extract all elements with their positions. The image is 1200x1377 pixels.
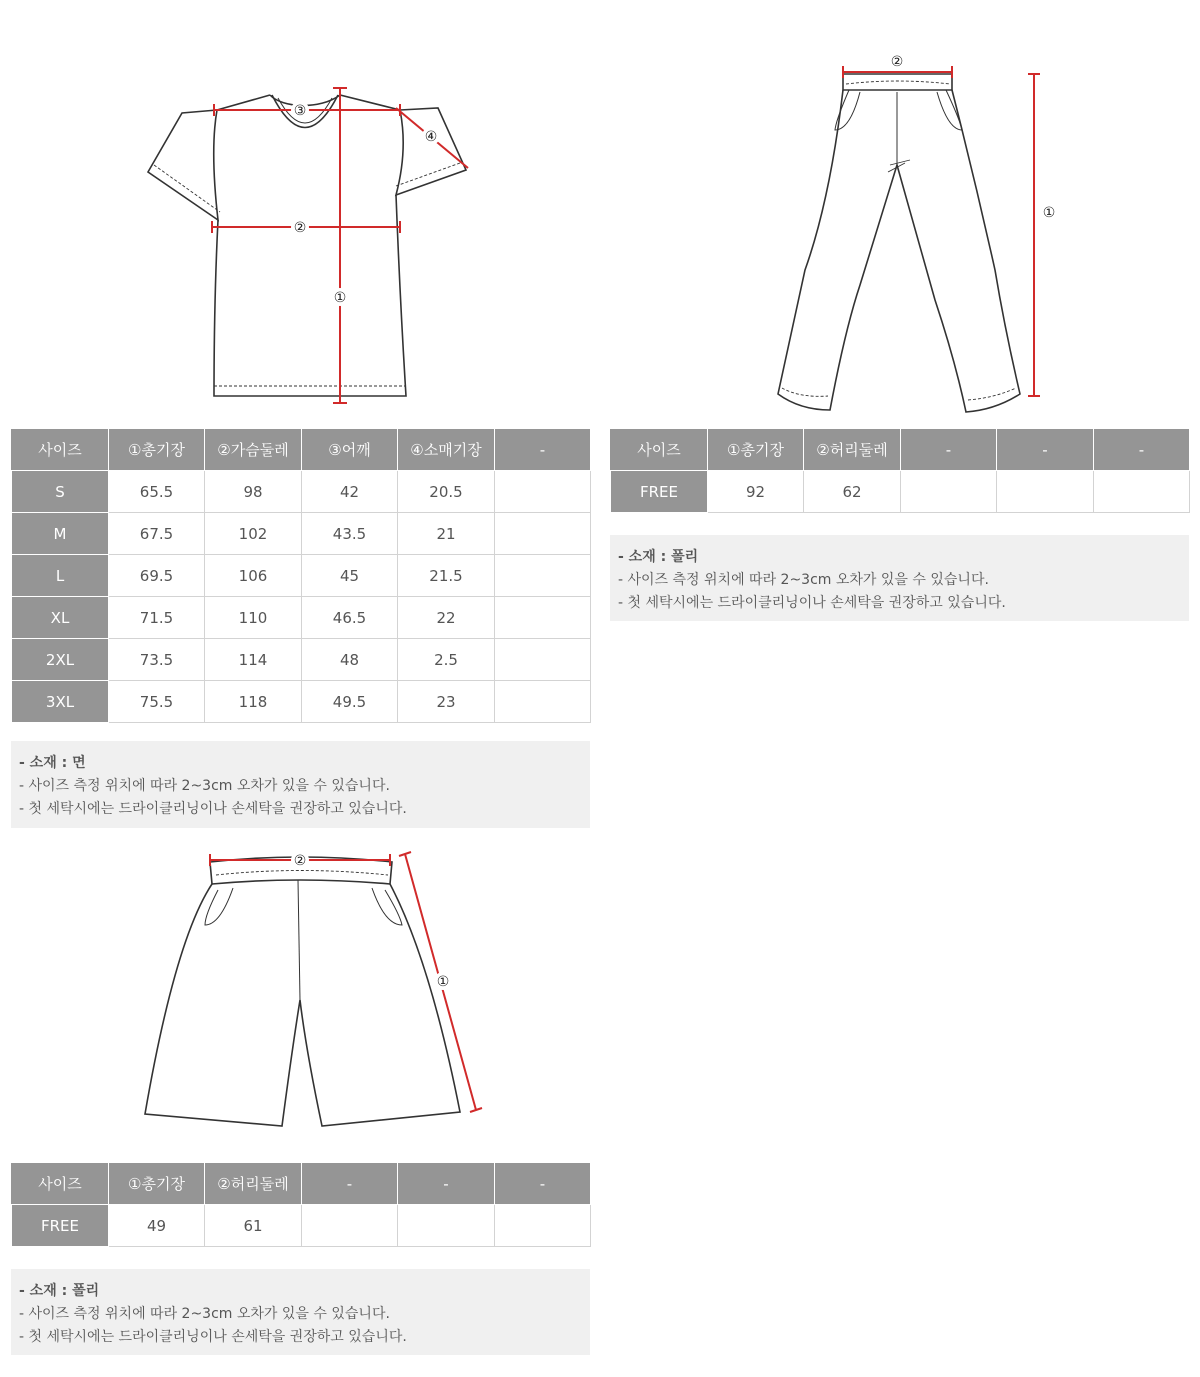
shorts-markers (291, 851, 452, 990)
header-length: ①총기장 (708, 429, 804, 471)
header-length: ①총기장 (109, 1163, 205, 1205)
table-cell: 62 (804, 471, 901, 513)
table-cell (398, 1205, 495, 1247)
table-cell: 118 (205, 681, 302, 723)
table-cell: 45 (302, 555, 398, 597)
table-cell: 69.5 (109, 555, 205, 597)
table-cell (901, 471, 997, 513)
table-cell (1094, 471, 1190, 513)
table-cell: 43.5 (302, 513, 398, 555)
table-row (12, 555, 591, 597)
header-empty: - (398, 1163, 495, 1205)
note-line: - 사이즈 측정 위치에 따라 2~3cm 오차가 있을 수 있습니다. (618, 572, 989, 588)
table-cell (495, 555, 591, 597)
pants-diagram (770, 45, 1070, 420)
table-cell: 46.5 (302, 597, 398, 639)
table-cell: 67.5 (109, 513, 205, 555)
shorts-outline (145, 857, 460, 1126)
header-empty: - (901, 429, 997, 471)
table-cell: 102 (205, 513, 302, 555)
size-cell: L (12, 555, 109, 597)
table-cell (495, 1205, 591, 1247)
table-row (12, 639, 591, 681)
header-sleeve: ④소매기장 (398, 429, 495, 471)
table-cell: 106 (205, 555, 302, 597)
note-line: - 첫 세탁시에는 드라이클리닝이나 손세탁을 권장하고 있습니다. (19, 801, 407, 817)
table-cell: 22 (398, 597, 495, 639)
size-cell: M (12, 513, 109, 555)
pants-size-table (610, 428, 1190, 513)
header-waist: ②허리둘레 (205, 1163, 302, 1205)
marker-chest: ② (293, 220, 307, 236)
table-cell: 21 (398, 513, 495, 555)
table-row (611, 471, 1190, 513)
pants-notes (610, 535, 1189, 621)
marker-waist: ② (890, 54, 904, 70)
table-row (12, 471, 591, 513)
table-cell: 49 (109, 1205, 205, 1247)
material-text: - 소재 : 면 (19, 755, 86, 771)
table-cell (495, 471, 591, 513)
size-cell: 2XL (12, 639, 109, 681)
table-cell: 65.5 (109, 471, 205, 513)
header-empty: - (1094, 429, 1190, 471)
table-row (12, 597, 591, 639)
marker-sleeve: ④ (424, 129, 438, 145)
table-cell: 98 (205, 471, 302, 513)
table-header-row (12, 429, 591, 471)
table-cell (495, 513, 591, 555)
table-cell: 20.5 (398, 471, 495, 513)
header-empty: - (495, 1163, 591, 1205)
marker-waist: ② (293, 853, 307, 869)
note-line: - 사이즈 측정 위치에 따라 2~3cm 오차가 있을 수 있습니다. (19, 778, 390, 794)
table-cell: 42 (302, 471, 398, 513)
table-cell: 23 (398, 681, 495, 723)
tshirt-notes (11, 741, 590, 828)
header-empty: - (997, 429, 1094, 471)
table-row (12, 513, 591, 555)
shorts-diagram (135, 845, 490, 1130)
table-cell: 71.5 (109, 597, 205, 639)
header-size: 사이즈 (611, 429, 708, 471)
pants-markers (891, 54, 1056, 221)
note-line: - 첫 세탁시에는 드라이클리닝이나 손세탁을 권장하고 있습니다. (618, 595, 1006, 611)
table-cell: 61 (205, 1205, 302, 1247)
note-line: - 사이즈 측정 위치에 따라 2~3cm 오차가 있을 수 있습니다. (19, 1306, 390, 1322)
header-empty: - (495, 429, 591, 471)
table-cell: 21.5 (398, 555, 495, 597)
tshirt-size-table (11, 428, 591, 723)
table-cell: 110 (205, 597, 302, 639)
header-length: ①총기장 (109, 429, 205, 471)
header-empty: - (302, 1163, 398, 1205)
table-cell: 75.5 (109, 681, 205, 723)
table-cell (302, 1205, 398, 1247)
pants-outline (778, 74, 1020, 412)
size-cell: FREE (12, 1205, 109, 1247)
table-header-row (611, 429, 1190, 471)
table-cell (495, 597, 591, 639)
size-cell: XL (12, 597, 109, 639)
size-cell: 3XL (12, 681, 109, 723)
table-row (12, 681, 591, 723)
size-cell: S (12, 471, 109, 513)
tshirt-diagram (140, 80, 480, 410)
material-text: - 소재 : 폴리 (618, 549, 699, 565)
marker-shoulder: ③ (293, 103, 307, 119)
marker-length: ① (436, 974, 450, 990)
shorts-size-table (11, 1162, 591, 1247)
header-shoulder: ③어깨 (302, 429, 398, 471)
table-row (12, 1205, 591, 1247)
header-size: 사이즈 (12, 1163, 109, 1205)
header-chest: ②가슴둘레 (205, 429, 302, 471)
table-cell: 48 (302, 639, 398, 681)
pants-measure-lines (843, 66, 1040, 396)
table-cell: 92 (708, 471, 804, 513)
size-cell: FREE (611, 471, 708, 513)
table-header-row (12, 1163, 591, 1205)
table-cell (495, 639, 591, 681)
tshirt-outline (148, 95, 466, 396)
table-cell: 49.5 (302, 681, 398, 723)
table-cell: 73.5 (109, 639, 205, 681)
marker-length: ① (1042, 205, 1056, 221)
header-waist: ②허리둘레 (804, 429, 901, 471)
tshirt-markers (291, 101, 440, 306)
note-line: - 첫 세탁시에는 드라이클리닝이나 손세탁을 권장하고 있습니다. (19, 1329, 407, 1345)
table-cell (495, 681, 591, 723)
shorts-notes (11, 1269, 590, 1355)
marker-length: ① (333, 290, 347, 306)
table-cell (997, 471, 1094, 513)
table-cell: 114 (205, 639, 302, 681)
header-size: 사이즈 (12, 429, 109, 471)
material-text: - 소재 : 폴리 (19, 1283, 100, 1299)
table-cell: 2.5 (398, 639, 495, 681)
